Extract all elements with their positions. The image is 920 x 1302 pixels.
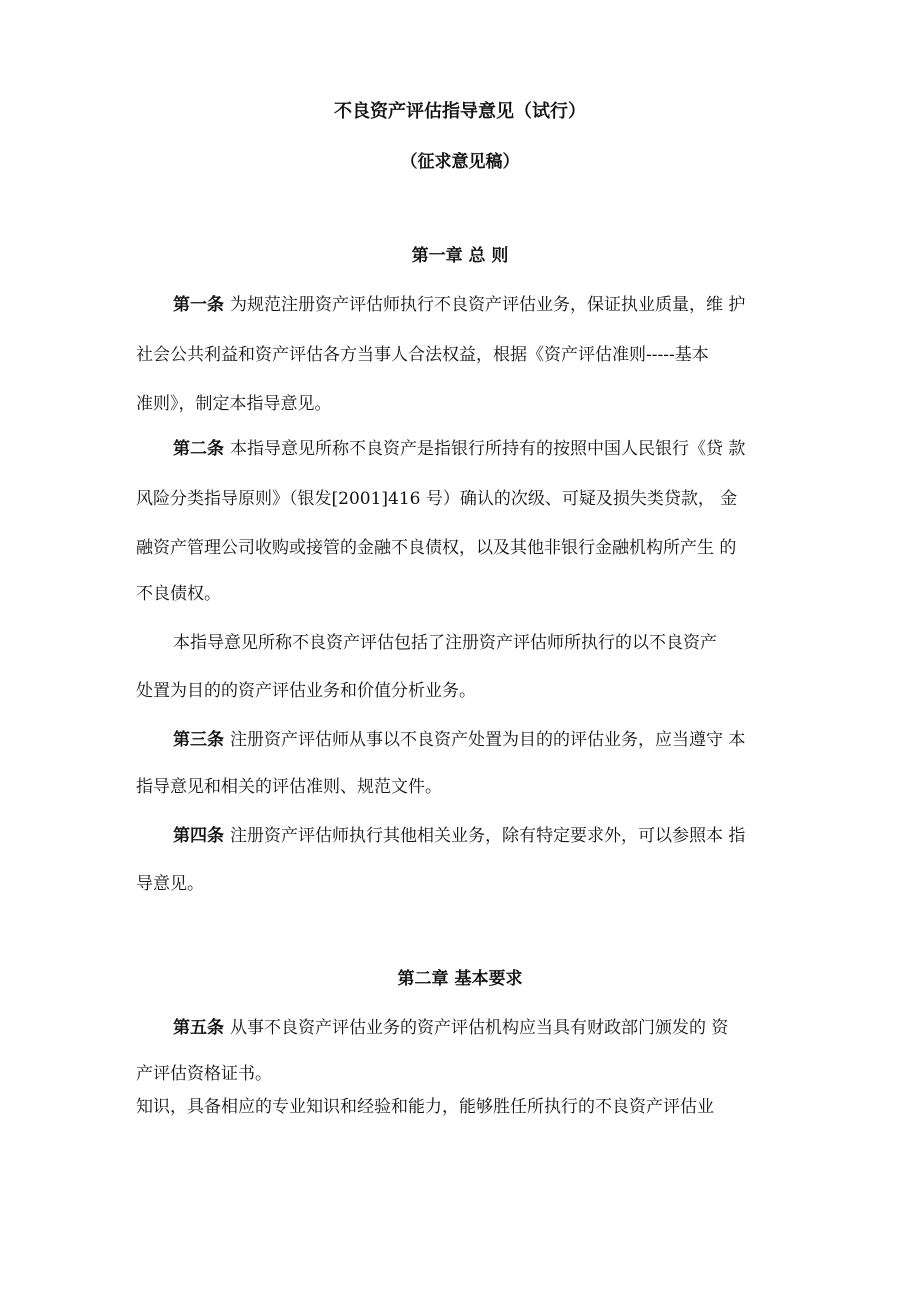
- article-2-text-1: 本指导意见所称不良资产是指银行所持有的按照中国人民银行《贷 款: [230, 439, 746, 459]
- article-2-label: 第二条: [173, 439, 224, 459]
- article-2-line-4: 不良债权。: [136, 584, 221, 604]
- article-2-line-2: 风险分类指导原则》（银发[2001]416 号）确认的次级、可疑及损失类贷款， 金: [136, 489, 738, 509]
- article-4-line-2: 导意见。: [136, 874, 204, 894]
- article-1-label: 第一条: [173, 295, 224, 315]
- article-1-text-1: 为规范注册资产评估师执行不良资产评估业务，保证执业质量，维 护: [230, 295, 746, 315]
- article-1-line-1: [173, 294, 745, 316]
- document-title: 不良资产评估指导意见（试行）: [334, 101, 586, 122]
- article-3-text-1: 注册资产评估师从事以不良资产处置为目的的评估业务，应当遵守 本: [230, 730, 746, 750]
- article-1-line-2: 社会公共利益和资产评估各方当事人合法权益，根据《资产评估准则-----基本: [136, 345, 709, 365]
- article-5-label: 第五条: [173, 1018, 224, 1038]
- article-4-label: 第四条: [173, 826, 224, 846]
- chapter-2-heading: 第二章 基本要求: [397, 969, 523, 989]
- article-2-line-3: 融资产管理公司收购或接管的金融不良债权，以及其他非银行金融机构所产生 的: [136, 538, 737, 558]
- paragraph-line-2: 处置为目的的资产评估业务和价值分析业务。: [136, 681, 476, 701]
- text-fragment: 知识，具备相应的专业知识和经验和能力，能够胜任所执行的不良资产评估业: [136, 1097, 714, 1117]
- article-3-line-2: 指导意见和相关的评估准则、规范文件。: [136, 777, 442, 797]
- article-5-line-1: [173, 1017, 728, 1039]
- article-2-line-1: [173, 438, 745, 460]
- article-4-text-1: 注册资产评估师执行其他相关业务，除有特定要求外，可以参照本 指: [230, 826, 746, 846]
- article-4-line-1: [173, 825, 745, 847]
- article-3-line-1: [173, 729, 745, 751]
- article-1-line-3: 准则》，制定本指导意见。: [136, 394, 332, 414]
- article-3-label: 第三条: [173, 730, 224, 750]
- article-5-text-1: 从事不良资产评估业务的资产评估机构应当具有财政部门颁发的 资: [230, 1018, 729, 1038]
- article-5-line-2: 产评估资格证书。: [136, 1064, 272, 1084]
- paragraph-line-1: 本指导意见所称不良资产评估包括了注册资产评估师所执行的以不良资产: [173, 633, 717, 653]
- document-subtitle: （征求意见稿）: [400, 152, 520, 172]
- chapter-1-heading: 第一章 总 则: [411, 246, 509, 266]
